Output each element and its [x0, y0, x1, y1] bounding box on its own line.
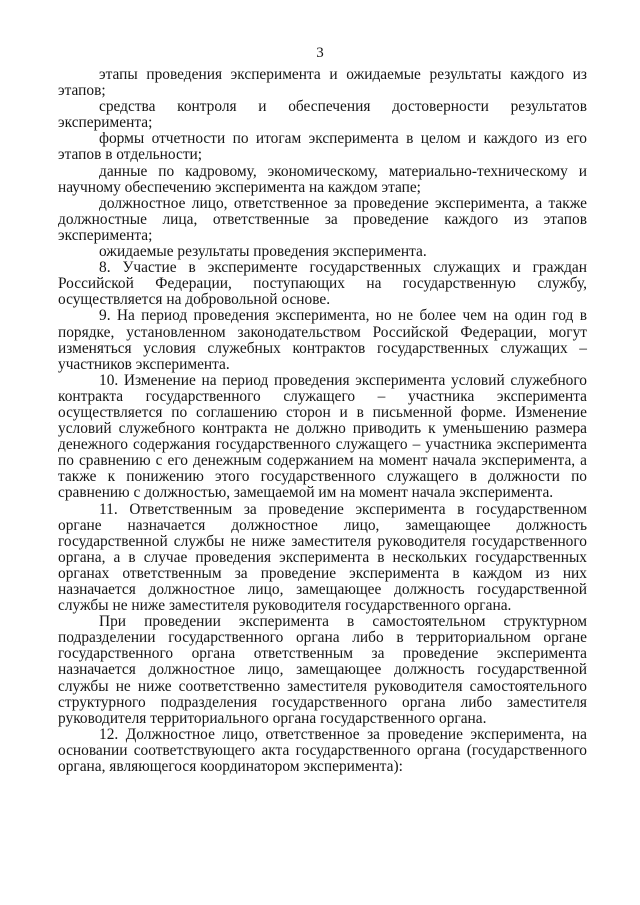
paragraph-clause-12: 12. Должностное лицо, ответственное за проведение эксперимента, на основании соответствующего акта государственного органа (государственного органа, являющегося координатором эксперимента): [58, 725, 587, 776]
paragraph-control-means: средства контроля и обеспечения достоверности результатов эксперимента; [58, 98, 587, 132]
paragraph-responsible-officials: должностное лицо, ответственное за проведение эксперимента, а также должностные лица, ответственные за проведение каждого из этапов эксперимента; [58, 194, 587, 244]
paragraph-clause-11: 11. Ответственным за проведение эксперимента в государственном органе назначается должностное лицо, замещающее должность государственной службы не ниже заместителя руководителя государственного органа, а в случае проведения эксперимента в нескольких государственных органах ответственным за проведение эксперимента в каждом из них назначается должностное лицо, замещающее должность государственной службы не ниже заместителя руководителя государственного органа. [58, 500, 587, 615]
paragraph-clause-8: 8. Участие в эксперименте государственных служащих и граждан Российской Федерации, поступающих на государственную службу, осуществляется на добровольной основе. [58, 259, 587, 309]
paragraph-clause-10: 10. Изменение на период проведения эксперимента условий служебного контракта государственного служащего – участника эксперимента осуществляется по соглашению сторон и в письменной форме. Изменение условий служебного контракта не должно приводить к уменьшению размера денежного содержания государственного служащего – участника эксперимента по сравнению с его денежным содержанием на момент начала эксперимента, а также к понижению этого государственного служащего в должности по сравнению с должностью, замещаемой им на момент начала эксперимента. [58, 371, 587, 502]
paragraph-support-data: данные по кадровому, экономическому, материально-техническому и научному обеспечению эксперимента на каждом этапе; [58, 162, 587, 196]
paragraph-stages-and-results: этапы проведения эксперимента и ожидаемые результаты каждого из этапов; [58, 66, 587, 100]
paragraph-reporting-forms: формы отчетности по итогам эксперимента в целом и каждого из его этапов в отдельности; [58, 130, 587, 164]
paragraph-expected-results: ожидаемые результаты проведения эксперимента. [99, 243, 427, 261]
document-body [58, 67, 587, 775]
paragraph-clause-11-continued: При проведении эксперимента в самостоятельном структурном подразделении государственного органа либо в территориальном органе государственного органа ответственным за проведение эксперимента назначается должностное лицо, замещающее должность государственной службы не ниже соответственно заместителя руководителя самостоятельного структурного подразделения государственного органа либо заместителя руководителя территориального органа государственного органа. [58, 613, 587, 727]
page-number: 3 [316, 45, 324, 61]
paragraph-clause-9: 9. На период проведения эксперимента, но не более чем на один год в порядке, установленном законодательством Российской Федерации, могут изменяться условия служебных контрактов государственных служащих – участников эксперимента. [58, 307, 587, 373]
